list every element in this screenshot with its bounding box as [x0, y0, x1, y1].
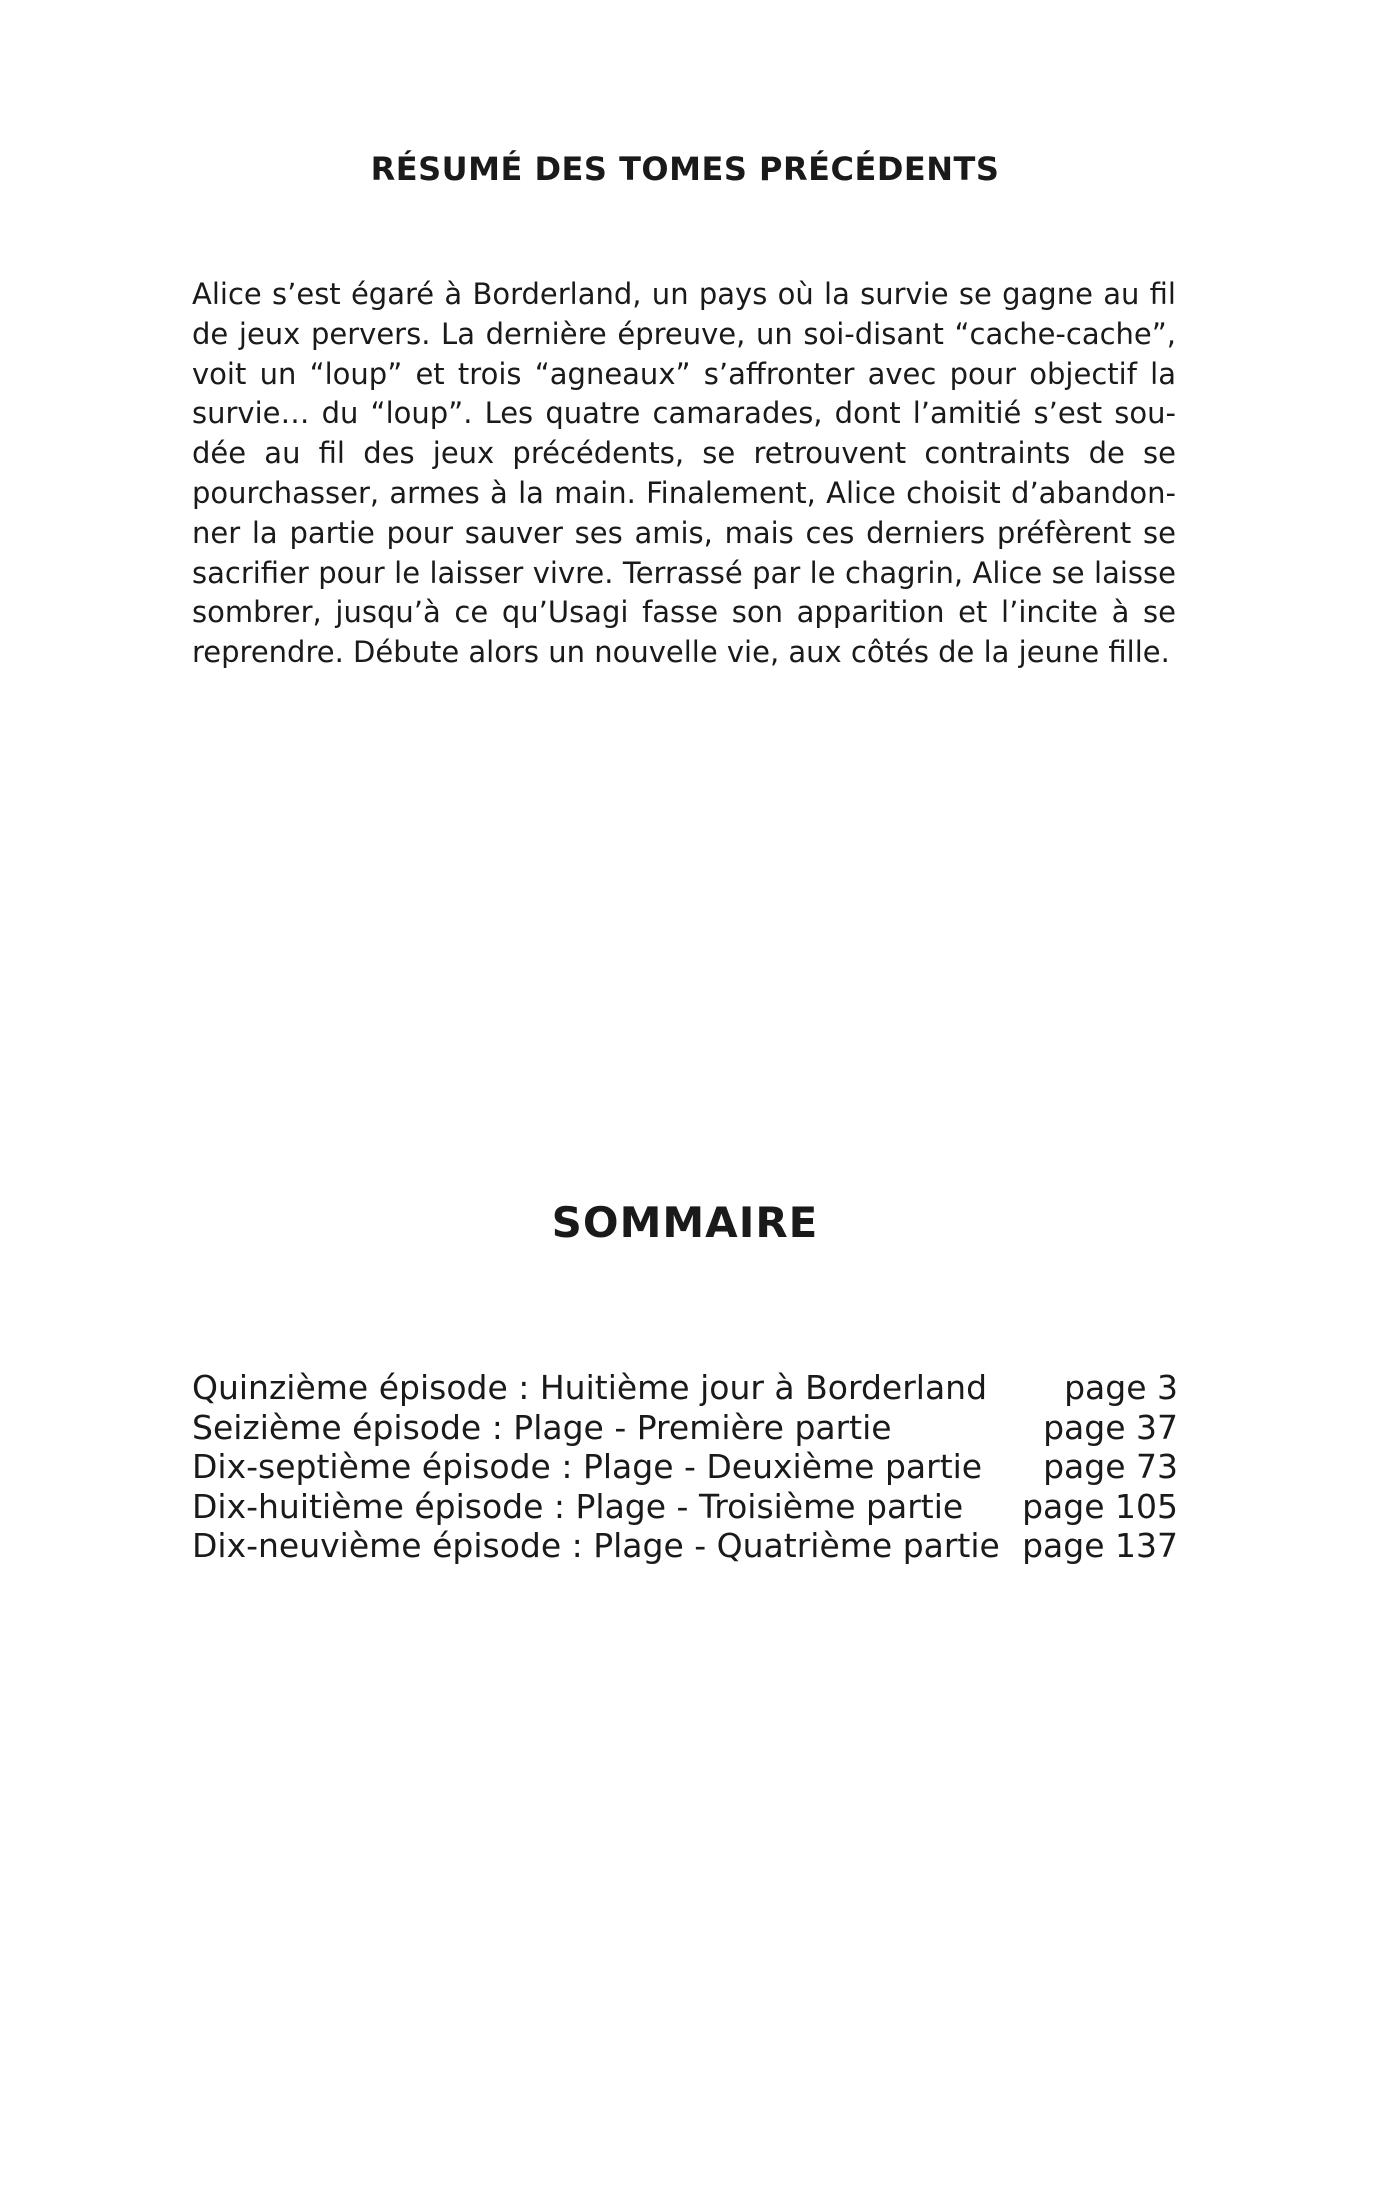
summary-line: sacrifier pour le laisser vivre. Terrassé par le chagrin, Alice se laisse [192, 555, 1176, 590]
toc-episode-title: Dix-huitième épisode : Plage - Troisième partie [192, 1486, 964, 1526]
toc-episode-title: Quinzième épisode : Huitième jour à Borderland [192, 1368, 988, 1407]
summary-line: dée au fil des jeux précédents, se retrouvent contraints de se [192, 436, 1176, 471]
toc-page-number: page 137 [1022, 1526, 1178, 1566]
summary-title: RÉSUMÉ DES TOMES PRÉCÉDENTS [370, 150, 1000, 188]
toc-list [192, 1368, 1178, 1566]
summary-line: de jeux pervers. La dernière épreuve, un soi-disant “cache-cache”, [192, 316, 1176, 351]
summary-line: pourchasser, armes à la main. Finalement, Alice choisit d’abandon- [192, 475, 1176, 510]
summary-paragraph [192, 275, 1176, 673]
summary-line: survie… du “loup”. Les quatre camarades, dont l’amitié s’est sou- [192, 396, 1176, 431]
toc-episode-title: Dix-neuvième épisode : Plage - Quatrième partie [192, 1526, 1000, 1566]
toc-entry [192, 1408, 1178, 1448]
summary-line: ner la partie pour sauver ses amis, mais ces derniers préfèrent se [192, 515, 1176, 550]
toc-page-number: page 73 [1043, 1447, 1178, 1487]
toc-page-number: page 3 [1064, 1368, 1178, 1407]
summary-line: voit un “loup” et trois “agneaux” s’affronter avec pour objectif la [192, 356, 1176, 391]
summary-line: sombrer, jusqu’à ce qu’Usagi fasse son apparition et l’incite à se [192, 595, 1176, 630]
toc-page-number: page 37 [1043, 1407, 1178, 1447]
toc-entry [192, 1487, 1178, 1527]
toc-episode-title: Seizième épisode : Plage - Première partie [192, 1407, 892, 1447]
toc-entry [192, 1368, 1178, 1408]
toc-page-number: page 105 [1022, 1486, 1178, 1526]
toc-entry [192, 1526, 1178, 1566]
summary-line: Alice s’est égaré à Borderland, un pays où la survie se gagne au fil [192, 277, 1176, 311]
toc-title: SOMMAIRE [551, 1198, 819, 1247]
summary-line: reprendre. Débute alors un nouvelle vie, aux côtés de la jeune fille. [192, 635, 1170, 670]
toc-episode-title: Dix-septième épisode : Plage - Deuxième partie [192, 1447, 983, 1487]
toc-entry [192, 1447, 1178, 1487]
